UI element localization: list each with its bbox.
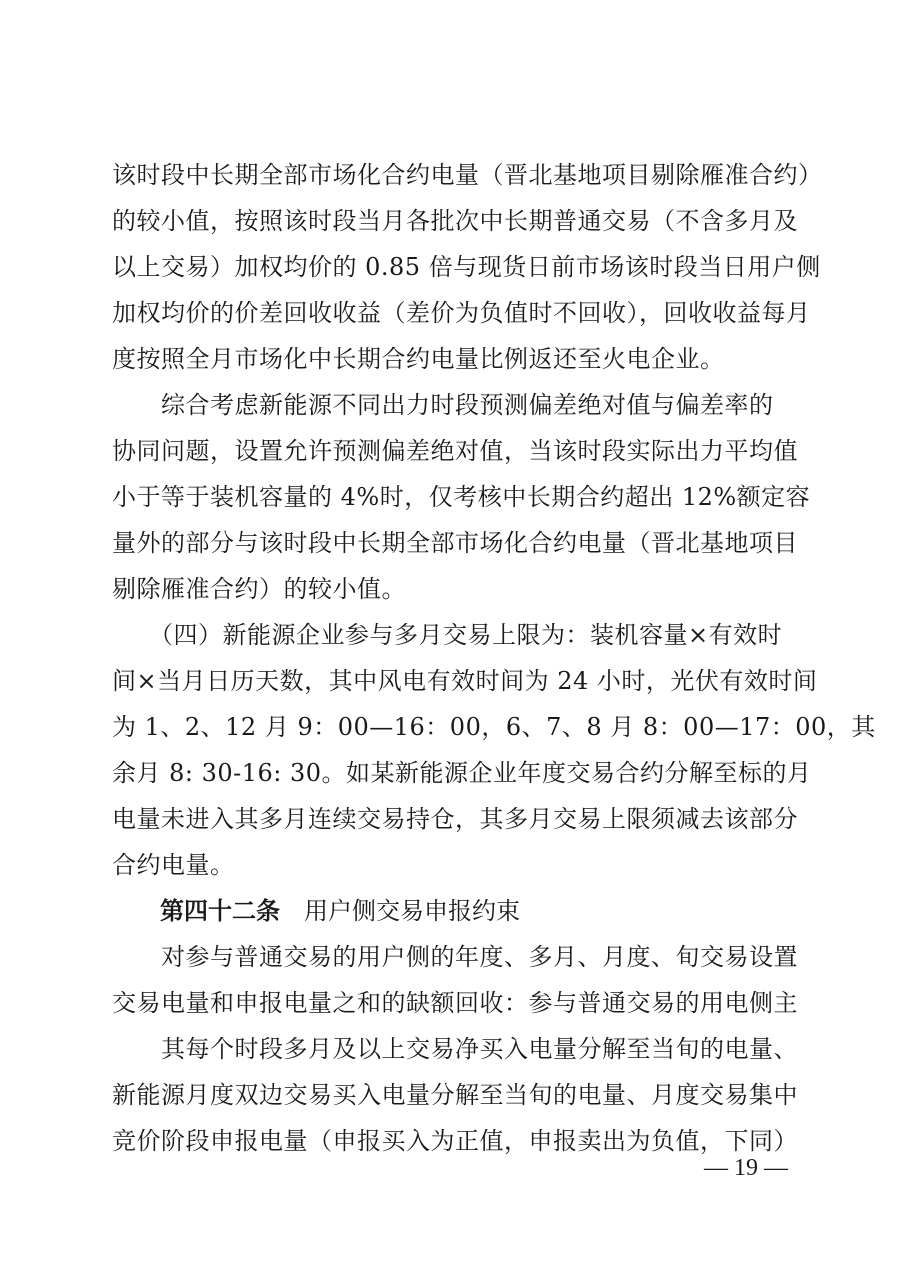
paragraph-line: 合约电量。 <box>112 851 235 879</box>
paragraph-line: 间×当月日历天数，其中风电有效时间为 24 小时，光伏有效时间 <box>112 667 818 695</box>
paragraph-line: 新能源月度双边交易买入电量分解至当旬的电量、月度交易集中 <box>112 1081 798 1109</box>
page-number: — 19 — <box>704 1155 788 1181</box>
article-title: 用户侧交易申报约束 <box>304 897 520 925</box>
paragraph-line: 加权均价的价差回收收益（差价为负值时不回收），回收收益每月 <box>112 299 811 327</box>
paragraph-line: 为 1、2、12 月 9：00—16：00，6、7、8 月 8：00—17：00，其 <box>112 713 876 741</box>
paragraph-line: （四）新能源企业参与多月交易上限为：装机容量×有效时 <box>112 621 783 649</box>
paragraph-line: 的较小值，按照该时段当月各批次中长期普通交易（不含多月及 <box>112 207 798 235</box>
paragraph-line: 对参与普通交易的用户侧的年度、多月、月度、旬交易设置 <box>112 943 798 971</box>
paragraph-line: 余月 8: 30-16: 30。如某新能源企业年度交易合约分解至标的月 <box>112 759 812 787</box>
article-number: 第四十二条 <box>160 896 280 925</box>
paragraph-line: 综合考虑新能源不同出力时段预测偏差绝对值与偏差率的 <box>112 391 774 419</box>
paragraph-line: 该时段中长期全部市场化合约电量（晋北基地项目剔除雁准合约） <box>112 161 823 189</box>
paragraph-line: 以上交易）加权均价的 0.85 倍与现货日前市场该时段当日用户侧 <box>112 253 821 281</box>
paragraph-line: 剔除雁准合约）的较小值。 <box>112 575 406 603</box>
article-heading <box>160 893 800 929</box>
paragraph-line: 其每个时段多月及以上交易净买入电量分解至当旬的电量、 <box>112 1035 798 1063</box>
paragraph-line: 度按照全月市场化中长期合约电量比例返还至火电企业。 <box>112 345 725 373</box>
paragraph-line: 交易电量和申报电量之和的缺额回收：参与普通交易的用电侧主 <box>112 989 798 1017</box>
paragraph-line: 小于等于装机容量的 4%时，仅考核中长期合约超出 12%额定容 <box>112 483 811 511</box>
paragraph-line: 协同问题，设置允许预测偏差绝对值，当该时段实际出力平均值 <box>112 437 798 465</box>
paragraph-line: 电量未进入其多月连续交易持仓，其多月交易上限须减去该部分 <box>112 805 798 833</box>
paragraph-line: 竞价阶段申报电量（申报买入为正值，申报卖出为负值，下同） <box>112 1127 798 1155</box>
paragraph-line: 量外的部分与该时段中长期全部市场化合约电量（晋北基地项目 <box>112 529 798 557</box>
